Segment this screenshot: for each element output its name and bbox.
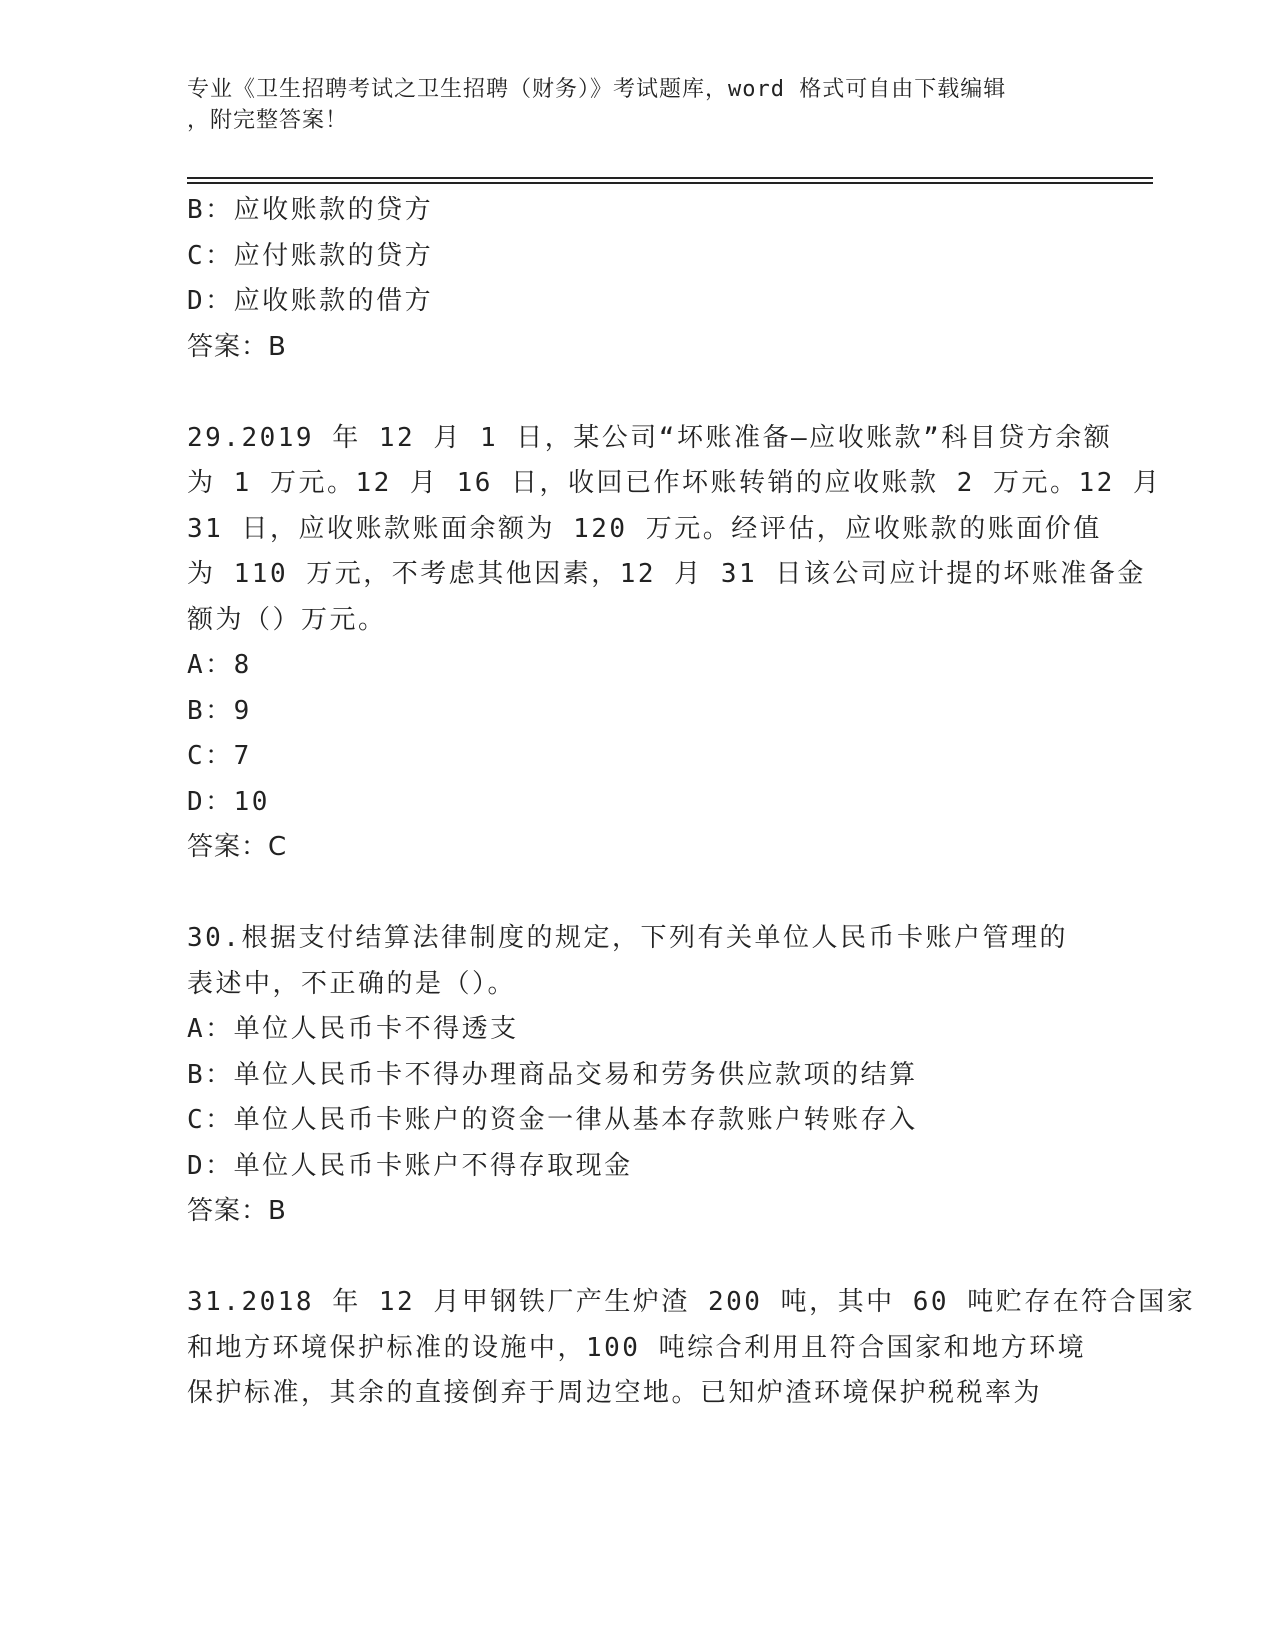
question-text-line: 29.2019 年 12 月 1 日，某公司“坏账准备—应收账款”科目贷方余额: [187, 422, 1113, 453]
question-text-line: 额为（）万元。: [187, 604, 387, 635]
spacer: [187, 370, 1087, 416]
header-line-1: 专业《卫生招聘考试之卫生招聘（财务）》考试题库，word 格式可自由下载编辑: [187, 77, 1007, 102]
header-divider-top: [187, 177, 1153, 179]
option-b: B：应收账款的贷方: [187, 195, 434, 225]
header-divider-bottom: [187, 182, 1153, 184]
option-b: B：9: [187, 695, 252, 726]
question-text-line: 表述中，不正确的是（）。: [187, 968, 517, 999]
question-text-line: 31.2018 年 12 月甲钢铁厂产生炉渣 200 吨，其中 60 吨贮存在符合国家: [187, 1287, 1196, 1317]
question-29: [187, 416, 1162, 871]
question-text-line: 30.根据支付结算法律制度的规定，下列有关单位人民币卡账户管理的: [187, 923, 1068, 953]
option-c: C：单位人民币卡账户的资金一律从基本存款账户转账存入: [187, 1105, 918, 1135]
option-c: C：应付账款的贷方: [187, 240, 434, 271]
answer-line: 答案：C: [187, 832, 288, 862]
document-header: [187, 74, 1067, 136]
question-text-line: 为 110 万元，不考虑其他因素，12 月 31 日该公司应计提的坏账准备金: [187, 559, 1146, 589]
option-d: D：单位人民币卡账户不得存取现金: [187, 1150, 633, 1181]
option-b: B：单位人民币卡不得办理商品交易和劳务供应款项的结算: [187, 1059, 918, 1090]
answer-line: 答案：B: [187, 331, 287, 362]
option-a: A：8: [187, 650, 252, 680]
option-d: D：应收账款的借方: [187, 286, 434, 316]
option-d: D：10: [187, 786, 270, 817]
question-continued: [187, 188, 1087, 370]
option-c: C：7: [187, 741, 252, 771]
question-30: [187, 916, 1087, 1235]
option-a: A：单位人民币卡不得透支: [187, 1014, 519, 1044]
question-text-line: 和地方环境保护标准的设施中，100 吨综合利用且符合国家和地方环境: [187, 1332, 1087, 1363]
spacer: [187, 871, 1087, 917]
document-body: [187, 188, 1196, 1417]
spacer: [187, 1235, 1087, 1281]
answer-line: 答案：B: [187, 1196, 287, 1226]
question-text-line: 保护标准，其余的直接倒弃于周边空地。已知炉渣环境保护税税率为: [187, 1378, 1043, 1408]
question-text-line: 为 1 万元。12 月 16 日，收回已作坏账转销的应收账款 2 万元。12 月: [187, 468, 1162, 498]
header-line-2: ，附完整答案！: [187, 108, 349, 133]
question-31: [187, 1280, 1196, 1417]
question-text-line: 31 日，应收账款账面余额为 120 万元。经评估，应收账款的账面价值: [187, 513, 1102, 544]
